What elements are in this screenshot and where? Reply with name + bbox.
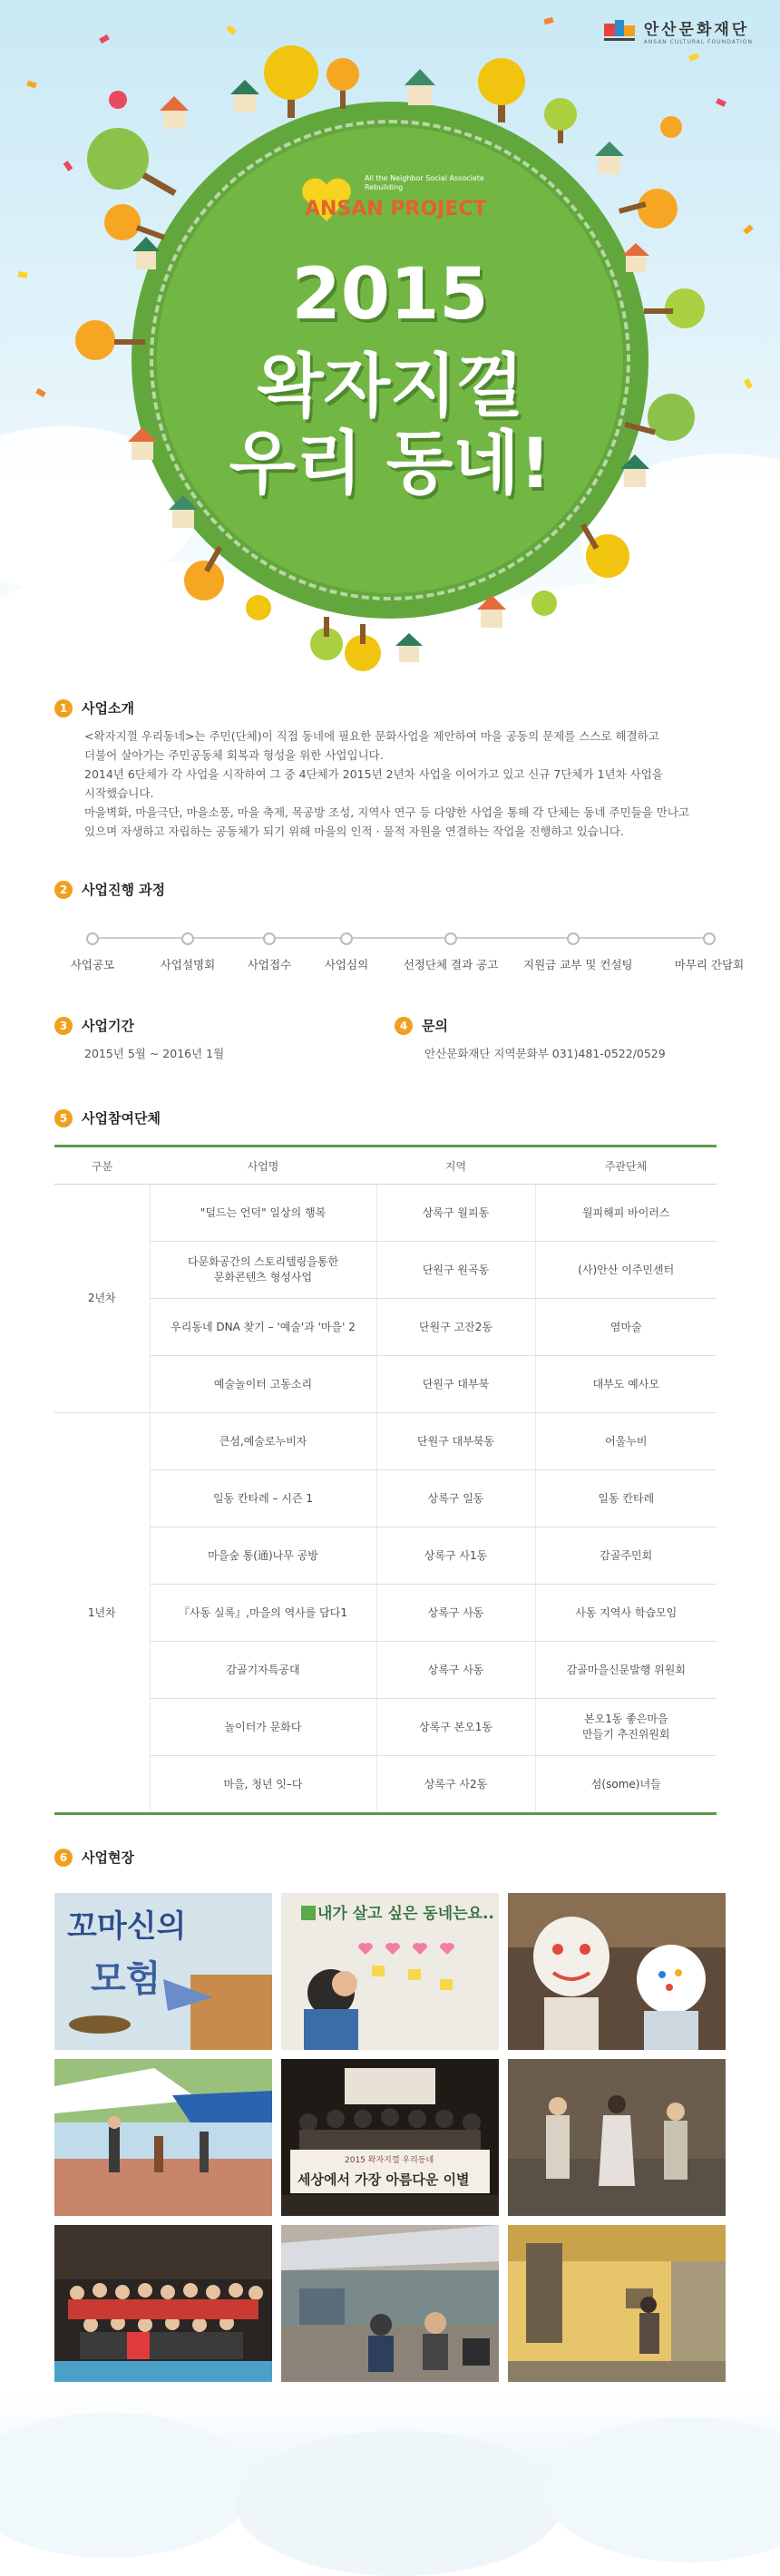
intro-line: 2014년 6단체가 각 사업을 시작하여 그 중 4단체가 2015년 2년차 사업을 이어가고 있고 신규 7단체가 1년차 사업을 [84, 767, 663, 781]
photo-image [54, 2225, 272, 2382]
group-label: 1년차 [54, 1413, 150, 1814]
timeline-label: 마무리 간담회 [674, 958, 745, 971]
photo-image [54, 2059, 272, 2216]
intro-line: <왁자지껄 우리동네>는 주민(단체)이 직접 동네에 필요한 문화사업을 제안하여 마을 공동의 문제를 스스로 해결하고 [84, 729, 659, 743]
project-name: ANSAN PROJECT [305, 198, 487, 220]
timeline-label: 선정단체 결과 공고 [403, 958, 499, 971]
project-name-cell: 일동 칸타레 – 시즌 1 [150, 1470, 376, 1527]
organizer-cell: 섬(some)녀들 [535, 1756, 717, 1814]
timeline-dot [263, 932, 276, 945]
project-name-cell: 놀이터가 문화다 [150, 1699, 376, 1756]
hero-banner [0, 0, 780, 689]
house-icon [230, 80, 259, 112]
photo-market[interactable] [54, 2059, 272, 2216]
timeline-dot [567, 932, 580, 945]
tree-icon [104, 204, 165, 240]
photo-group-banner[interactable] [281, 2059, 499, 2216]
project-name-cell: 마을, 청년 잇–다 [150, 1756, 376, 1814]
region-cell: 단원구 대부북 [376, 1356, 535, 1413]
photo-text: 내가 살고 싶은 동네는요.. [317, 1905, 494, 1923]
project-name-cell: 마을숲 통(通)나무 공방 [150, 1527, 376, 1585]
organizer-cell: 대부도 예사모 [535, 1356, 717, 1413]
timeline-step [43, 932, 142, 972]
tree-icon [478, 58, 525, 122]
photo-wall-painting[interactable] [508, 2225, 726, 2382]
house-icon [395, 633, 423, 662]
timeline-label: 지원금 교부 및 컨설팅 [523, 958, 633, 971]
region-cell: 단원구 대부북동 [376, 1413, 535, 1470]
section-number: 4 [395, 1017, 413, 1035]
region-cell: 상록구 월피동 [376, 1185, 535, 1242]
section-contact [395, 1016, 739, 1063]
region-cell: 상록구 사동 [376, 1585, 535, 1642]
organizer-cell: 염마술 [535, 1299, 717, 1356]
intro-line: 시작했습니다. [84, 786, 154, 800]
project-name-cell: 다문화공간의 스토리텔링을통한 문화콘텐츠 형성사업 [150, 1242, 376, 1299]
photo-image [54, 1893, 272, 2050]
logo-sub: ANSAN CULTURAL FOUNDATION [643, 39, 753, 45]
section-title: 문의 [422, 1018, 448, 1034]
table-row [54, 1470, 717, 1527]
organizer-cell: (사)안산 이주민센터 [535, 1242, 717, 1299]
photo-image [508, 2059, 726, 2216]
tree-icon [580, 523, 629, 578]
section-title: 사업현장 [82, 1849, 134, 1866]
contact-value: 안산문화재단 지역문화부 031)481-0522/0529 [424, 1047, 666, 1060]
table-row [54, 1356, 717, 1413]
footer-clouds [0, 2395, 780, 2514]
table-row [54, 1185, 717, 1242]
period-value: 2015년 5월 ~ 2016년 1월 [84, 1047, 225, 1060]
section-intro [54, 698, 726, 841]
house-icon [160, 96, 189, 129]
photo-image [281, 1893, 499, 2050]
photo-image [281, 2059, 499, 2216]
tree-icon [345, 624, 381, 671]
region-cell: 상록구 본오1동 [376, 1699, 535, 1756]
timeline-step [401, 932, 501, 972]
table-row [54, 1413, 717, 1470]
region-cell: 상록구 일동 [376, 1470, 535, 1527]
table-row [54, 1585, 717, 1642]
house-icon [477, 595, 506, 628]
timeline-dot [340, 932, 353, 945]
cloud [236, 2431, 562, 2576]
region-cell: 상록구 사2동 [376, 1756, 535, 1814]
table-row [54, 1642, 717, 1699]
tree-icon [184, 546, 224, 600]
region-cell: 단원구 고잔2동 [376, 1299, 535, 1356]
section-period [54, 1016, 381, 1063]
table-row [54, 1299, 717, 1356]
hero-title: 왁자지껄 [257, 346, 523, 426]
tree-icon [327, 58, 359, 109]
photo-image [281, 2225, 499, 2382]
timeline-step [297, 932, 396, 972]
project-name-cell: 『사동 실록』,마을의 역사를 담다1 [150, 1585, 376, 1642]
timeline-step [523, 932, 633, 972]
table-header: 구분 [54, 1147, 150, 1185]
cloud [0, 2413, 254, 2558]
house-icon [595, 141, 624, 174]
photo-text: 꼬마신의 [67, 1908, 187, 1945]
organizer-cell: 본오1동 좋은마을 만들기 추진위원회 [535, 1699, 717, 1756]
table-header: 사업명 [150, 1147, 376, 1185]
photo-poster[interactable] [54, 1893, 272, 2050]
photo-text: 세상에서 가장 아름다운 이별 [297, 2171, 470, 2188]
timeline-dot [703, 932, 716, 945]
photo-notes-board[interactable] [281, 1893, 499, 2050]
tree-icon [264, 45, 318, 118]
cloud [544, 2417, 780, 2562]
confetti [743, 224, 754, 234]
project-logo [299, 171, 499, 234]
section-title: 사업기간 [82, 1018, 134, 1034]
section-participants [54, 1108, 726, 1127]
photo-image [508, 1893, 726, 2050]
confetti [26, 80, 36, 88]
photo-group[interactable] [54, 2225, 272, 2382]
project-name-cell: "덜드는 언덕" 일상의 행복 [150, 1185, 376, 1242]
project-tagline: All the Neighbor Social Associate Rebuilding [365, 174, 484, 191]
timeline-step [659, 932, 759, 972]
photo-image [508, 2225, 726, 2382]
table-header: 주관단체 [535, 1147, 717, 1185]
organizer-cell: 사동 지역사 학습모임 [535, 1585, 717, 1642]
timeline-label: 사업설명회 [160, 958, 216, 971]
timeline-label: 사업공모 [70, 958, 115, 971]
project-name-cell: 감골기자특공대 [150, 1642, 376, 1699]
table-row [54, 1699, 717, 1756]
photo-outdoor-stage[interactable] [281, 2225, 499, 2382]
table-row [54, 1756, 717, 1814]
section-title: 사업참여단체 [82, 1110, 161, 1127]
timeline-label: 사업접수 [247, 958, 292, 971]
table-header-row [54, 1147, 717, 1185]
photo-gallery [54, 1893, 726, 2382]
organizer-cell: 감골주민회 [535, 1527, 717, 1585]
section-scene [54, 1848, 726, 1867]
tree-icon [87, 128, 177, 196]
intro-line: 더불어 살아가는 주민공동체 회복과 형성을 위한 사업입니다. [84, 748, 384, 762]
organizer-cell: 어울누비 [535, 1413, 717, 1470]
participants-table [54, 1145, 717, 1815]
table-row [54, 1527, 717, 1585]
organizer-cell: 감골마을신문발행 위원회 [535, 1642, 717, 1699]
tree-icon [544, 98, 577, 143]
hero-subtitle: 우리 동네! [229, 423, 551, 503]
photo-performers[interactable] [508, 2059, 726, 2216]
section-number: 6 [54, 1849, 73, 1867]
section-number: 2 [54, 881, 73, 899]
project-name-cell: 큰섬,예술로누비자 [150, 1413, 376, 1470]
project-name-cell: 예술놀이터 고동소리 [150, 1356, 376, 1413]
intro-text [84, 727, 726, 841]
timeline-dot [444, 932, 457, 945]
timeline-label: 사업심의 [324, 958, 369, 971]
hero-year: 2015 [291, 254, 489, 336]
tree-icon [310, 617, 343, 660]
section-title: 사업소개 [82, 700, 134, 717]
organizer-cell: 월피해피 바이러스 [535, 1185, 717, 1242]
section-process [54, 880, 726, 899]
house-icon [405, 69, 435, 105]
photo-masks[interactable] [508, 1893, 726, 2050]
photo-text: 모험 [91, 1958, 161, 2000]
table-row [54, 1242, 717, 1299]
region-cell: 상록구 사1동 [376, 1527, 535, 1585]
tree-icon [619, 189, 678, 229]
region-cell: 상록구 사동 [376, 1642, 535, 1699]
timeline-dot [181, 932, 194, 945]
project-name-cell: 우리동네 DNA 찾기 – '예술'과 '마을' 2 [150, 1299, 376, 1356]
logo-name: 안산문화재단 [643, 21, 750, 39]
section-number: 1 [54, 699, 73, 717]
timeline-dot [86, 932, 99, 945]
group-label: 2년차 [54, 1185, 150, 1413]
section-title: 사업진행 과정 [82, 882, 166, 898]
table-header: 지역 [376, 1147, 535, 1185]
region-cell: 단원구 원곡동 [376, 1242, 535, 1299]
intro-line: 마을벽화, 마을극단, 마을소풍, 마을 축제, 목공방 조성, 지역사 연구 등 다양한 사업을 통해 각 단체는 동네 주민들을 만나고 [84, 805, 690, 819]
intro-line: 있으며 자생하고 자립하는 공동체가 되기 위해 마을의 인적 · 물적 자원을 연결하는 작업을 진행하고 있습니다. [84, 825, 624, 838]
organizer-cell: 일동 칸타레 [535, 1470, 717, 1527]
section-number: 3 [54, 1017, 73, 1035]
section-number: 5 [54, 1109, 73, 1127]
photo-text: 2015 왁자지껄 우리동네 [345, 2156, 434, 2165]
